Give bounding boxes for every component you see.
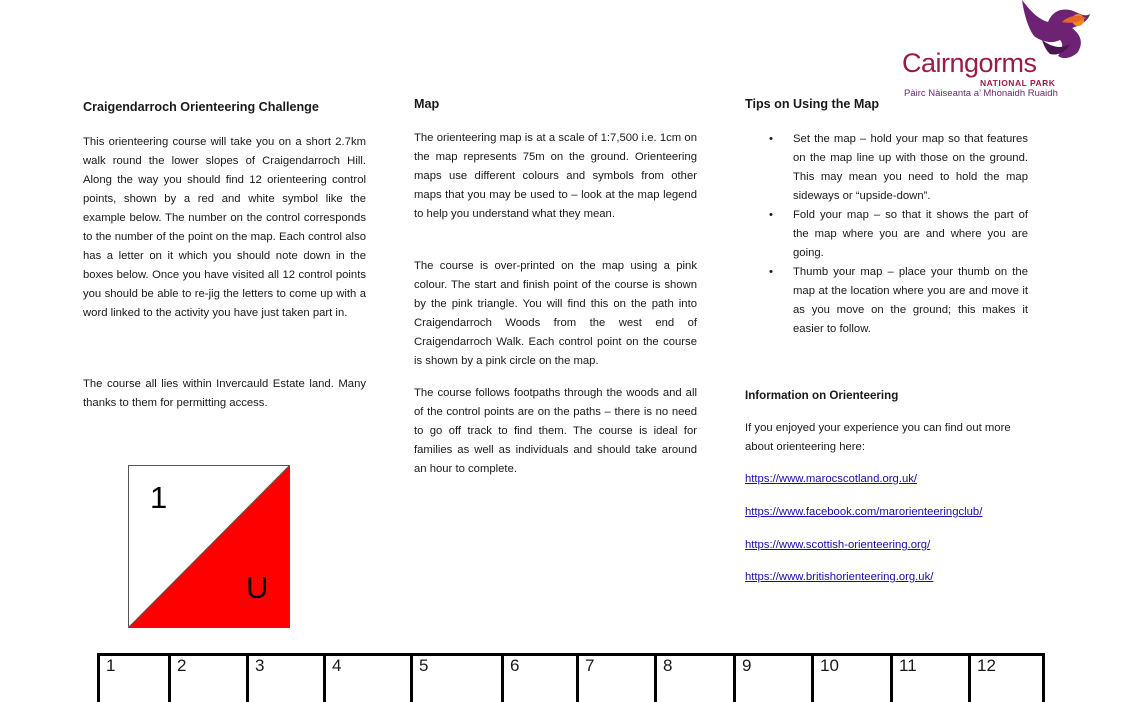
logo-gaelic-name: Pàirc Nàiseanta a’ Mhonaidh Ruaidh [904, 88, 1058, 99]
tips-heading: Tips on Using the Map [745, 95, 879, 114]
tip-text: Set the map – hold your map so that features on the map line up with those on the ground. This may mean you need to hold the map sideways or “upside-down”. [793, 133, 1028, 202]
link-british-orienteering[interactable]: https://www.britishorienteering.org.uk/ [745, 568, 933, 587]
tip-item [745, 206, 1028, 263]
info-paragraph: If you enjoyed your experience you can find out more about orienteering here: [745, 419, 1028, 457]
link-scottish-orienteering[interactable]: https://www.scottish-orienteering.org/ [745, 536, 930, 555]
course-paragraph: The course is over-printed on the map using a pink colour. The start and finish point of the course is shown by the pink triangle. You will find this on the path into Craigendarroch Woods from the west end of Craigendarroch Walk. Each control point on the course is shown by a pink circle on the map. [414, 257, 697, 371]
answer-box-2[interactable]: 2 [170, 655, 248, 702]
tips-column [745, 0, 1028, 699]
bullet-icon: • [769, 130, 773, 149]
map-column [414, 0, 697, 699]
answer-box-12[interactable]: 12 [970, 655, 1044, 702]
tip-text: Thumb your map – place your thumb on the map at the location where you are and move it as you move on the ground; this makes it easier to follow. [793, 266, 1028, 335]
link-maroc-scotland[interactable]: https://www.marocscotland.org.uk/ [745, 470, 917, 489]
answer-box-5[interactable]: 5 [412, 655, 503, 702]
link-facebook-mar[interactable]: https://www.facebook.com/marorienteeringclub/ [745, 503, 982, 522]
answer-box-6[interactable]: 6 [503, 655, 578, 702]
tips-list [745, 130, 1028, 339]
answer-box-7[interactable]: 7 [578, 655, 656, 702]
answer-box-3[interactable]: 3 [248, 655, 325, 702]
map-heading: Map [414, 95, 439, 114]
answer-box-9[interactable]: 9 [735, 655, 813, 702]
bullet-icon: • [769, 206, 773, 225]
footpaths-paragraph: The course follows footpaths through the woods and all of the control points are on the paths – there is no need to go off track to find them. The course is ideal for families as well as individuals and should take around an hour to complete. [414, 384, 697, 479]
tip-text: Fold your map – so that it shows the part of the map where you are and where you are going. [793, 209, 1028, 259]
tip-item [745, 130, 1028, 206]
logo-subtitle: NATIONAL PARK [980, 78, 1055, 88]
map-scale-paragraph: The orienteering map is at a scale of 1:7,500 i.e. 1cm on the map represents 75m on the ground. Orienteering maps use different colours and symbols from other maps that you may be used to – look at the map legend to help you understand what they mean. [414, 129, 697, 224]
answer-box-10[interactable]: 10 [813, 655, 892, 702]
bullet-icon: • [769, 263, 773, 282]
logo-name: Cairngorms [902, 48, 1037, 79]
answer-box-1[interactable]: 1 [99, 655, 170, 702]
tip-item [745, 263, 1028, 339]
page-title: Craigendarroch Orienteering Challenge [83, 98, 319, 117]
answer-box-11[interactable]: 11 [892, 655, 970, 702]
answer-box-8[interactable]: 8 [656, 655, 735, 702]
control-number: 1 [150, 480, 167, 516]
intro-paragraph: This orienteering course will take you on a short 2.7km walk round the lower slopes of Craigendarroch Hill. Along the way you should find 12 orienteering control points, shown by a red and white symbol like the example below. The number on the control corresponds to the number of the point on the map. Each control also has a letter on it which you should note down in the boxes below. Once you have visited all 12 control points you should be able to re-jig the letters to come up with a word linked to the activity you have just taken part in. [83, 133, 366, 323]
answer-boxes [97, 653, 1045, 702]
control-letter: U [246, 570, 268, 606]
info-heading: Information on Orienteering [745, 386, 898, 405]
answer-box-4[interactable]: 4 [325, 655, 412, 702]
estate-paragraph: The course all lies within Invercauld Estate land. Many thanks to them for permitting access. [83, 375, 366, 413]
